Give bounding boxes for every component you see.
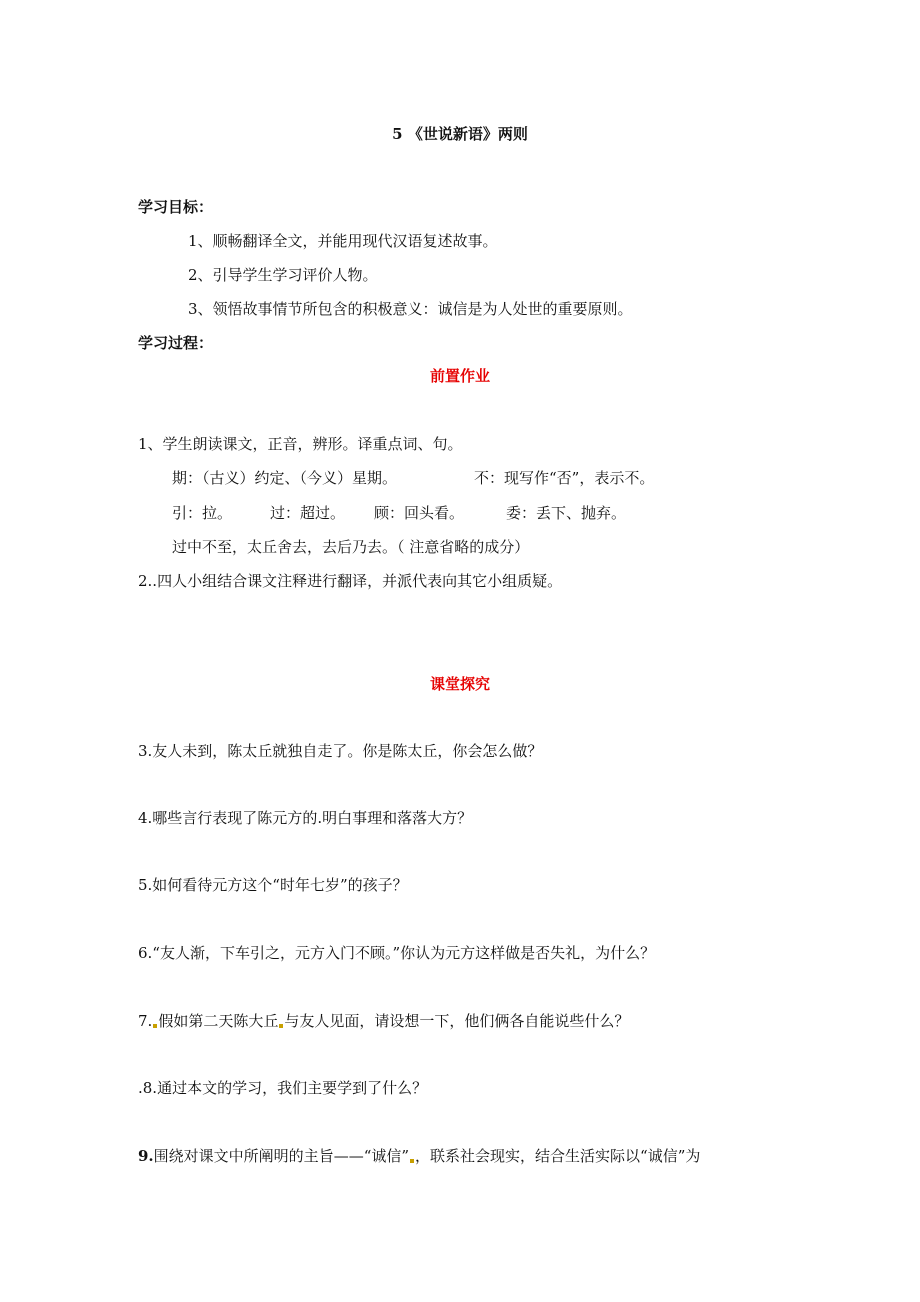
question-7-text-a: 假如第二天陈大丘 [158, 1012, 279, 1030]
question-7 [138, 1011, 629, 1031]
vocab-bu: 不：现写作“否”，表示不。 [474, 469, 655, 487]
vocab-yin: 引：拉。 [172, 504, 233, 522]
vocab-guo: 过：超过。 [270, 504, 346, 522]
question-9-text-b: 旨——“诚信” [318, 1147, 410, 1165]
document-title: 5 《世说新语》两则 [392, 125, 528, 143]
vocab-wei: 委：丢下、抛弃。 [506, 504, 627, 522]
class-explore-heading: 课堂探究 [429, 675, 490, 693]
edit-mark [279, 1024, 283, 1028]
key-sentence: 过中不至，太丘舍去，去后乃去。（ 注意省略的成分） [172, 538, 530, 556]
pre-homework-heading: 前置作业 [429, 367, 490, 385]
question-3: 3.友人未到，陈太丘就独自走了。你是陈太丘，你会怎么做？ [138, 742, 543, 760]
question-9-number: 9. [138, 1147, 154, 1165]
process-heading: 学习过程： [138, 334, 214, 352]
question-9-text-a: 围绕对课文中所阐明的主 [153, 1147, 319, 1165]
goal-item-3: 3、领悟故事情节所包含的积极意义：诚信是为人处世的重要原则。 [188, 300, 633, 318]
question-9-text-c: ，联系社会现实，结合生活实际以“诚信”为 [415, 1147, 701, 1165]
vocab-qi: 期：（古义）约定、（今义）星期。 [172, 469, 398, 487]
goal-item-2: 2、引导学生学习评价人物。 [188, 266, 378, 284]
vocab-gu: 顾：回头看。 [374, 504, 465, 522]
edit-mark [410, 1159, 414, 1163]
question-9 [138, 1146, 700, 1166]
pre-homework-item-1: 1、学生朗读课文，正音，辨形。译重点词、句。 [138, 435, 463, 453]
edit-mark [153, 1024, 157, 1028]
question-7-text-b: 与友人见面，请设想一下，他们俩各自能说些什么？ [284, 1012, 630, 1030]
goals-heading: 学习目标： [138, 198, 214, 216]
goal-item-1: 1、顺畅翻译全文，并能用现代汉语复述故事。 [188, 232, 498, 250]
question-5: 5.如何看待元方这个“时年七岁”的孩子？ [138, 876, 408, 894]
pre-homework-item-2: 2..四人小组结合课文注释进行翻译，并派代表向其它小组质疑。 [138, 572, 563, 590]
question-7-number: 7. [138, 1012, 153, 1030]
question-8: .8.通过本文的学习，我们主要学到了什么？ [138, 1079, 428, 1097]
question-4: 4.哪些言行表现了陈元方的.明白事理和落落大方？ [138, 809, 473, 827]
question-6: 6.“友人渐，下车引之，元方入门不顾。”你认为元方这样做是否失礼，为什么？ [138, 944, 656, 962]
